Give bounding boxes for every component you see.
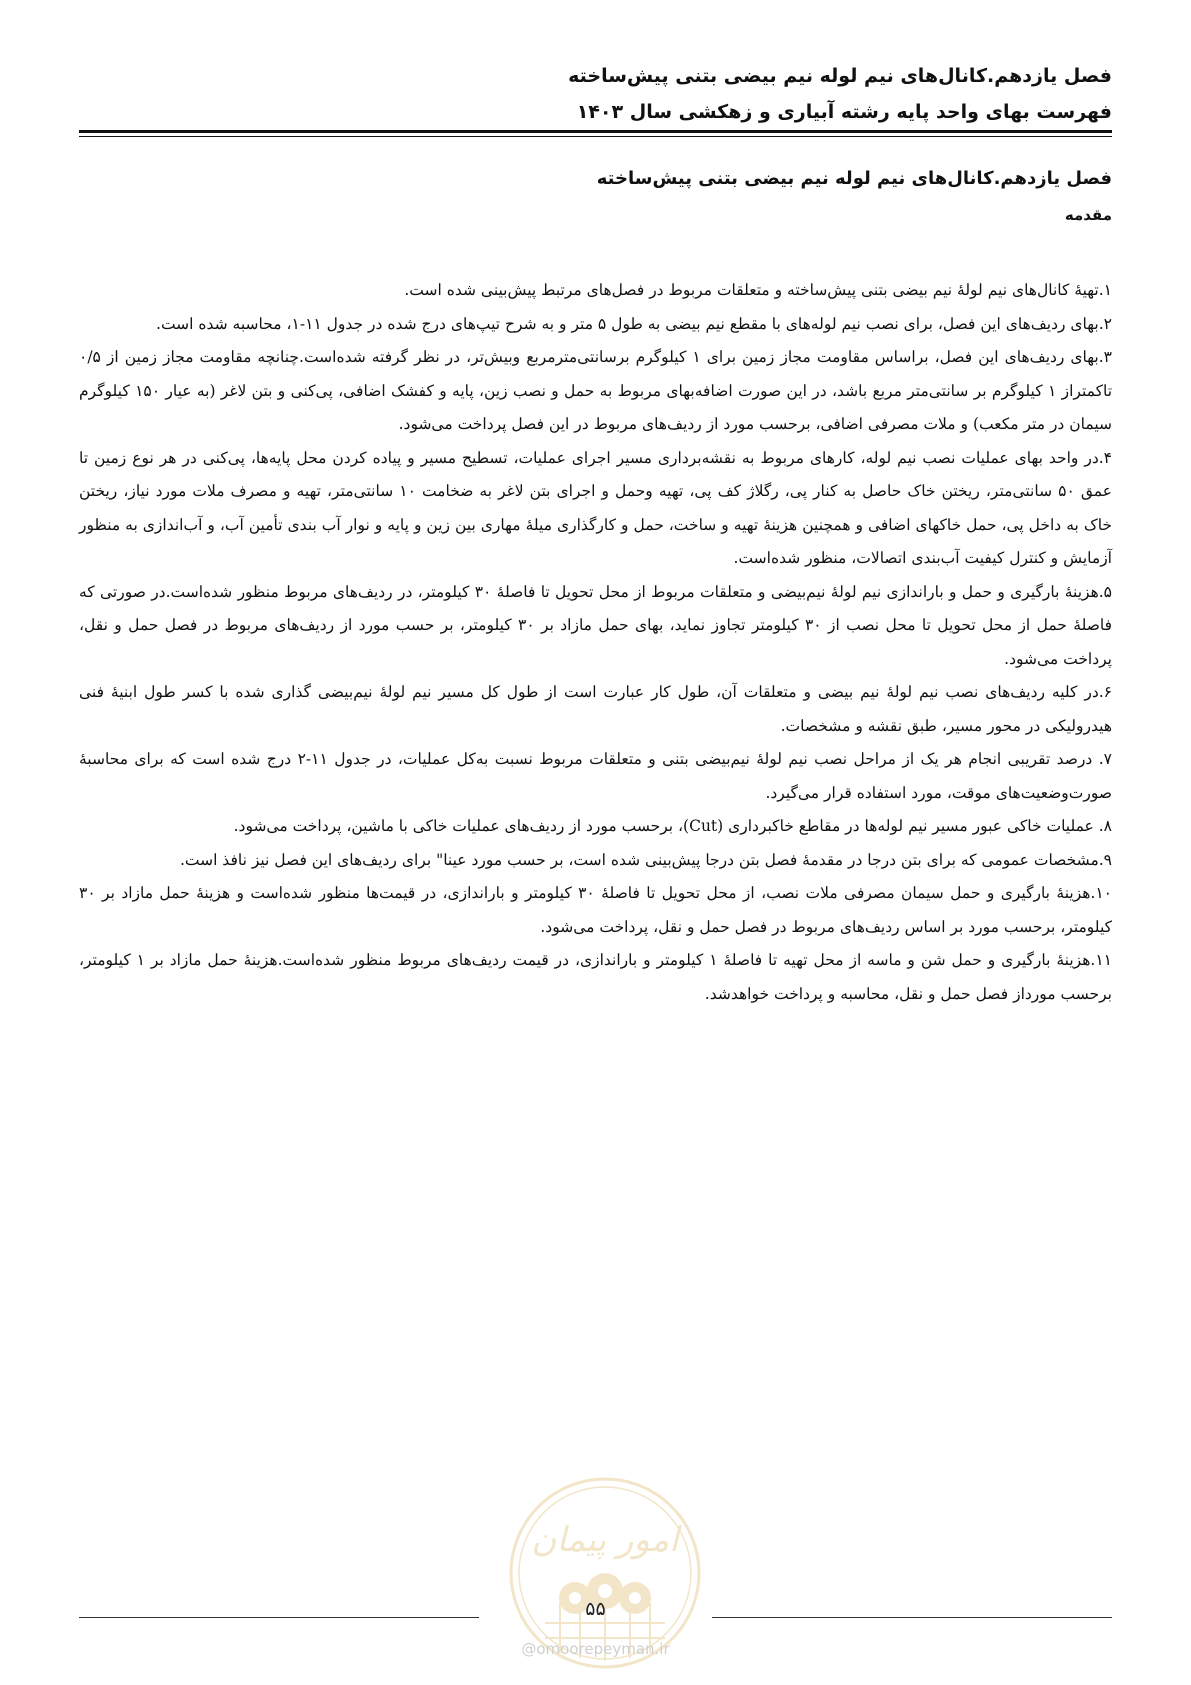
header-price-list-title: فهرست بهای واحد پایه رشته آبیاری و زهکشی سال ۱۴۰۳	[576, 101, 1112, 123]
introduction-body	[79, 274, 1112, 1011]
header-chapter-title: فصل یازدهم.کانال‌های نیم لوله نیم بیضی بتنی پیش‌ساخته	[568, 65, 1112, 87]
header-rule-thin	[79, 136, 1112, 137]
page-number: ۵۵	[585, 1598, 606, 1620]
paragraph-7: ۷. درصد تقریبی انجام هر یک از مراحل نصب نیم لولهٔ نیم‌بیضی بتنی و متعلقات مربوط نسبت به‌کل عملیات، در جدول ۱۱-۲ درج شده است که برای محاسبهٔ صورت‌وضعیت‌های موقت، مورد استفاده قرار می‌گیرد.	[79, 750, 1112, 802]
header-rule-thick	[79, 130, 1112, 133]
paragraph-4: ۴.در واحد بهای عملیات نصب نیم لوله، کارهای مربوط به نقشه‌برداری مسیر اجرای عملیات، تسطیح مسیر و پیاده کردن محل پایه‌ها، پی‌کنی در هر نوع زمین تا عمق ۵۰ سانتی‌متر، ریختن خاک حاصل به کنار پی، رگلاژ کف پی، تهیه وحمل و اجرای بتن لاغر به ضخامت ۱۰ سانتی‌متر، تهیه و مصرف ملات مورد نیاز، ریختن خاک به داخل پی، حمل خاکهای اضافی و همچنین هزینهٔ تهیه و ساخت، حمل و کارگذاری میلهٔ مهاری بین زین و پایه و نوار آب بندی تأمین آب، و آب‌اندازی به منظور آزمایش و کنترل کیفیت آب‌بندی اتصالات، منظور شده‌است.	[79, 448, 1112, 567]
paragraph-8: ۸. عملیات خاکی عبور مسیر نیم لوله‌ها در مقاطع خاکبرداری (Cut)، برحسب مورد از ردیف‌های عملیات خاکی با ماشین، پرداخت می‌شود.	[233, 817, 1112, 835]
section-title: فصل یازدهم.کانال‌های نیم لوله نیم بیضی بتنی پیش‌ساخته	[596, 168, 1112, 189]
paragraph-10: ۱۰.هزینهٔ بارگیری و حمل سیمان مصرفی ملات نصب، از محل تحویل تا فاصلهٔ ۳۰ کیلومتر و باراندازی، در قیمت‌ها منظور شده‌است و هزینهٔ حمل مازاد بر ۳۰ کیلومتر، برحسب مورد بر اساس ردیف‌های مربوط در فصل حمل و نقل، پرداخت می‌شود.	[79, 884, 1112, 936]
paragraph-2: ۲.بهای ردیف‌های این فصل، برای نصب نیم لوله‌های با مقطع نیم بیضی به طول ۵ متر و به شرح تیپ‌های درج شده در جدول ۱۱-۱، محاسبه شده است.	[156, 314, 1112, 333]
paragraph-5: ۵.هزینهٔ بارگیری و حمل و باراندازی نیم لولهٔ نیم‌بیضی و متعلقات مربوط از محل تحویل تا فاصلهٔ ۳۰ کیلومتر، در ردیف‌های مربوط منظور شده‌است.در صورتی که فاصلهٔ حمل از محل تحویل تا محل نصب از ۳۰ کیلومتر تجاوز نماید، بهای حمل مازاد بر ۳۰ کیلومتر، بر حسب مورد از ردیف‌های مربوط در فصل حمل و نقل، پرداخت می‌شود.	[79, 582, 1112, 668]
paragraph-6: ۶.در کلیه ردیف‌های نصب نیم لولهٔ نیم بیضی و متعلقات آن، طول کار عبارت است از طول کل مسیر نیم لولهٔ نیم‌بیضی گذاری شده با کسر طول ابنیهٔ فنی هیدرولیکی در محور مسیر، طبق نقشه و مشخصات.	[79, 683, 1112, 735]
website-watermark: @omoorepeyman.ir	[521, 1640, 670, 1658]
paragraph-9: ۹.مشخصات عمومی که برای بتن درجا در مقدمهٔ فصل بتن درجا پیش‌بینی شده است، بر حسب مورد عینا" برای ردیف‌های این فصل نیز نافذ است.	[179, 850, 1112, 869]
page-header	[79, 58, 1112, 130]
section-subtitle: مقدمه	[1064, 206, 1112, 224]
watermark-logo-text: امور پیمان	[531, 1520, 679, 1560]
paragraph-3: ۳.بهای ردیف‌های این فصل، براساس مقاومت مجاز زمین برای ۱ کیلوگرم برسانتی‌مترمربع وبیش‌تر، در نظر گرفته شده‌است.چنانچه مقاومت مجاز زمین از ۰/۵ تاکمتراز ۱ کیلوگرم بر سانتی‌متر مربع باشد، در این صورت اضافه‌بهای مربوط به حمل و نصب زین، پایه و کفشک اضافی، پی‌کنی و بتن لاغر (به عیار ۱۵۰ کیلوگرم سیمان در متر مکعب) و ملات مصرفی اضافی، برحسب مورد از ردیف‌های مربوط در این فصل پرداخت می‌شود.	[79, 348, 1113, 433]
paragraph-11: ۱۱.هزینهٔ بارگیری و حمل شن و ماسه از محل تهیه تا فاصلهٔ ۱ کیلومتر و باراندازی، در قیمت ردیف‌های مربوط منظور شده‌است.هزینهٔ حمل مازاد بر ۱ کیلومتر، برحسب مورداز فصل حمل و نقل، محاسبه و پرداخت خواهدشد.	[79, 951, 1112, 1003]
paragraph-1: ۱.تهیهٔ کانال‌های نیم لولهٔ نیم بیضی بتنی پیش‌ساخته و متعلقات مربوط در فصل‌های مرتبط پیش‌بینی شده است.	[404, 281, 1112, 299]
